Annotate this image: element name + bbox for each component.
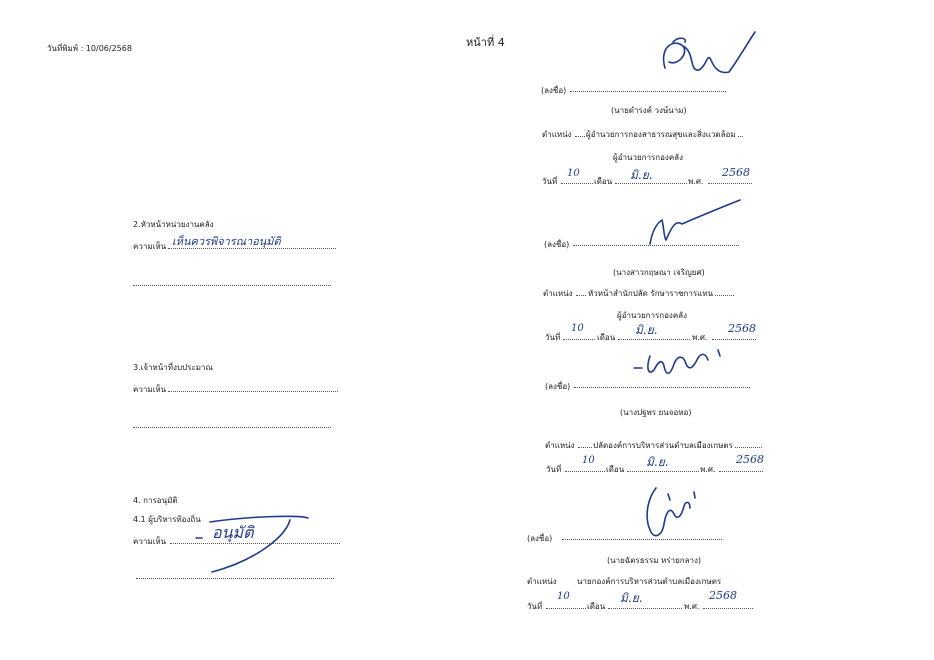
section-4-approval-stroke	[190, 512, 315, 577]
section-2-opinion-label: ความเห็น	[133, 242, 167, 251]
section-4-title: 4. การอนุมัติ	[133, 496, 178, 505]
signer-1-sign-label: (ลงชื่อ)	[541, 86, 567, 95]
signer-3-day-label: วันที่	[546, 465, 562, 474]
signer-2-sign-line	[573, 245, 739, 246]
signer-1-month: มิ.ย.	[630, 168, 653, 182]
signer-3-position-label: ตำแหน่ง	[545, 441, 575, 450]
section-4-handwritten-opinion: อนุมัติ	[212, 523, 254, 542]
signer-3-month-label: เดือน	[606, 465, 625, 474]
signer-1-year: 2568	[722, 166, 750, 179]
signer-4-position: นายกองค์การบริหารส่วนตำบลเมืองเกษตร	[577, 577, 722, 586]
signer-4-year-line	[703, 608, 753, 609]
signer-2-position-label: ตำแหน่ง	[543, 289, 573, 298]
signer-2-day-line	[563, 339, 595, 340]
signer-2-year: 2568	[728, 322, 756, 335]
section-2-handwritten-opinion: เห็นควรพิจารณาอนุมัติ	[172, 235, 281, 248]
section-3-extra-line	[133, 427, 331, 428]
signer-1-day: 10	[567, 168, 580, 179]
signer-4-sign-line	[562, 539, 722, 540]
signature-3	[628, 346, 728, 386]
section-3-opinion-line	[168, 391, 338, 392]
page-number: หน้าที่ 4	[466, 36, 505, 49]
signer-1-month-label: เดือน	[594, 177, 613, 186]
signer-1-role: ผู้อำนวยการกองคลัง	[613, 153, 683, 162]
signer-3-year-line	[719, 471, 763, 472]
signer-4-sign-label: (ลงชื่อ)	[527, 534, 553, 543]
signer-2-month-label: เดือน	[597, 333, 616, 342]
section-2-extra-line	[133, 285, 331, 286]
signer-4-year: 2568	[709, 589, 737, 602]
signer-4-day: 10	[557, 591, 570, 602]
section-2-title: 2.หัวหน้าหน่วยงานคลัง	[133, 220, 214, 229]
signer-2-year-label: พ.ศ.	[692, 333, 708, 342]
signer-2-month: มิ.ย.	[635, 323, 658, 337]
print-date: วันที่พิมพ์ : 10/06/2568	[47, 44, 132, 53]
signature-4	[640, 484, 705, 546]
signer-2-name: (นางสาวกฤษณา เจริญยศ)	[613, 268, 705, 277]
signer-4-day-line	[546, 608, 586, 609]
section-3-title: 3.เจ้าหน้าที่งบประมาณ	[133, 363, 213, 372]
signer-1-year-line	[708, 183, 752, 184]
signer-3-sign-line	[574, 387, 750, 388]
signer-1-sign-line	[570, 91, 726, 92]
signer-3-day-line	[565, 471, 605, 472]
signer-2-year-line	[712, 339, 756, 340]
signer-4-day-label: วันที่	[527, 602, 543, 611]
section-4-subtitle: 4.1 ผู้บริหารท้องถิ่น	[133, 515, 201, 524]
signer-2-day-label: วันที่	[545, 333, 561, 342]
signer-2-day: 10	[571, 323, 584, 334]
signature-2	[640, 198, 745, 250]
signer-3-month: มิ.ย.	[646, 455, 669, 469]
section-4-opinion-label: ความเห็น	[133, 537, 167, 546]
section-3-opinion-label: ความเห็น	[133, 385, 167, 394]
signature-1	[655, 28, 760, 83]
section-4-extra-line	[136, 578, 334, 579]
signer-2-position: หัวหน้าสำนักปลัด รักษาราชการแทน	[588, 289, 714, 298]
signer-1-day-label: วันที่	[542, 177, 558, 186]
signer-1-year-label: พ.ศ.	[688, 177, 704, 186]
signer-3-position: ปลัดองค์การบริหารส่วนตำบลเมืองเกษตร	[593, 441, 733, 450]
signer-3-name: (นางปฐพร ยนจอหอ)	[620, 408, 692, 417]
signer-4-name: (นายฉัตรธรรม หร่ายกลาง)	[607, 556, 702, 565]
signer-4-month-line	[608, 608, 682, 609]
signer-1-position-label: ตำแหน่ง	[542, 130, 572, 139]
signer-3-year: 2568	[736, 453, 764, 466]
signer-1-position: ผู้อำนวยการกองสาธารณสุขและสิ่งแวดล้อม	[586, 130, 736, 139]
signer-3-day: 10	[582, 455, 595, 466]
signer-1-day-line	[561, 183, 593, 184]
signer-4-position-label: ตำแหน่ง	[527, 577, 557, 586]
signer-2-sign-label: (ลงชื่อ)	[544, 240, 570, 249]
signer-4-year-label: พ.ศ.	[684, 602, 700, 611]
signer-3-sign-label: (ลงชื่อ)	[545, 382, 571, 391]
signer-2-role: ผู้อำนวยการกองคลัง	[617, 311, 687, 320]
signer-4-month: มิ.ย.	[620, 591, 643, 605]
signer-1-name: (นายดำรงค์ วงษ์นาม)	[611, 106, 687, 115]
signer-3-year-label: พ.ศ.	[700, 465, 716, 474]
signer-4-month-label: เดือน	[587, 602, 606, 611]
